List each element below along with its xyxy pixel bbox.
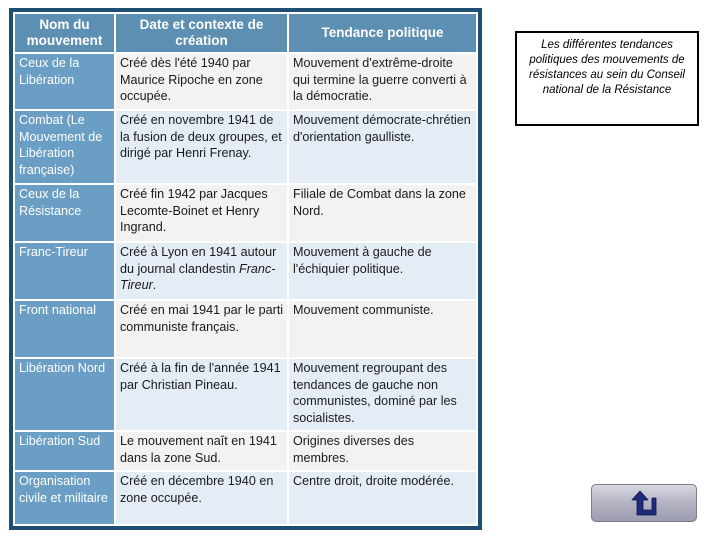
movement-name-cell: Ceux de la Libération bbox=[14, 53, 115, 110]
table-row bbox=[14, 431, 477, 471]
movement-name-cell: Front national bbox=[14, 300, 115, 358]
newspaper-title: Franc-Tireur bbox=[120, 261, 276, 292]
caption-box: Les différentes tendances politiques des mouvements de résistances au sein du Conseil national de la Résistance bbox=[515, 31, 699, 126]
creation-context-cell: Créé fin 1942 par Jacques Lecomte-Boinet et Henry Ingrand. bbox=[115, 184, 288, 242]
political-tendency-cell: Mouvement à gauche de l'échiquier politique. bbox=[288, 242, 477, 300]
resistance-movements-table bbox=[13, 12, 478, 526]
movement-name-cell: Libération Nord bbox=[14, 358, 115, 431]
header-political-tendency: Tendance politique bbox=[288, 13, 477, 53]
table-row bbox=[14, 53, 477, 110]
table-row bbox=[14, 471, 477, 525]
table-row bbox=[14, 242, 477, 300]
creation-context-cell: Le mouvement naît en 1941 dans la zone Sud. bbox=[115, 431, 288, 471]
political-tendency-cell: Filiale de Combat dans la zone Nord. bbox=[288, 184, 477, 242]
political-tendency-cell: Mouvement communiste. bbox=[288, 300, 477, 358]
table-row bbox=[14, 300, 477, 358]
creation-context-cell: Créé dès l'été 1940 par Maurice Ripoche en zone occupée. bbox=[115, 53, 288, 110]
political-tendency-cell: Origines diverses des membres. bbox=[288, 431, 477, 471]
table-row bbox=[14, 110, 477, 184]
creation-context-cell: Créé à la fin de l'année 1941 par Christian Pineau. bbox=[115, 358, 288, 431]
movement-name-cell: Franc-Tireur bbox=[14, 242, 115, 300]
political-tendency-cell: Mouvement démocrate-chrétien d'orientation gaulliste. bbox=[288, 110, 477, 184]
movement-name-cell: Ceux de la Résistance bbox=[14, 184, 115, 242]
creation-context-cell: Créé en mai 1941 par le parti communiste français. bbox=[115, 300, 288, 358]
creation-context-cell: Créé en novembre 1941 de la fusion de deux groupes, et dirigé par Henri Frenay. bbox=[115, 110, 288, 184]
political-tendency-cell: Mouvement regroupant des tendances de gauche non communistes, dominé par les socialistes. bbox=[288, 358, 477, 431]
resistance-table-image bbox=[9, 8, 482, 530]
movement-name-cell: Organisation civile et militaire bbox=[14, 471, 115, 525]
u-turn-return-icon bbox=[629, 488, 659, 518]
return-button[interactable] bbox=[591, 484, 697, 522]
political-tendency-cell: Centre droit, droite modérée. bbox=[288, 471, 477, 525]
table-row bbox=[14, 358, 477, 431]
header-movement-name: Nom du mouvement bbox=[14, 13, 115, 53]
table-header-row bbox=[14, 13, 477, 53]
header-date-context: Date et contexte de création bbox=[115, 13, 288, 53]
movement-name-cell: Combat (Le Mouvement de Libération française) bbox=[14, 110, 115, 184]
context-text: Créé à Lyon en 1941 autour du journal clandestin bbox=[120, 245, 277, 276]
creation-context-cell bbox=[115, 242, 288, 300]
creation-context-cell: Créé en décembre 1940 en zone occupée. bbox=[115, 471, 288, 525]
table-row bbox=[14, 184, 477, 242]
context-text-end: . bbox=[152, 278, 157, 292]
movement-name-cell: Libération Sud bbox=[14, 431, 115, 471]
political-tendency-cell: Mouvement d'extrême-droite qui termine la guerre converti à la démocratie. bbox=[288, 53, 477, 110]
